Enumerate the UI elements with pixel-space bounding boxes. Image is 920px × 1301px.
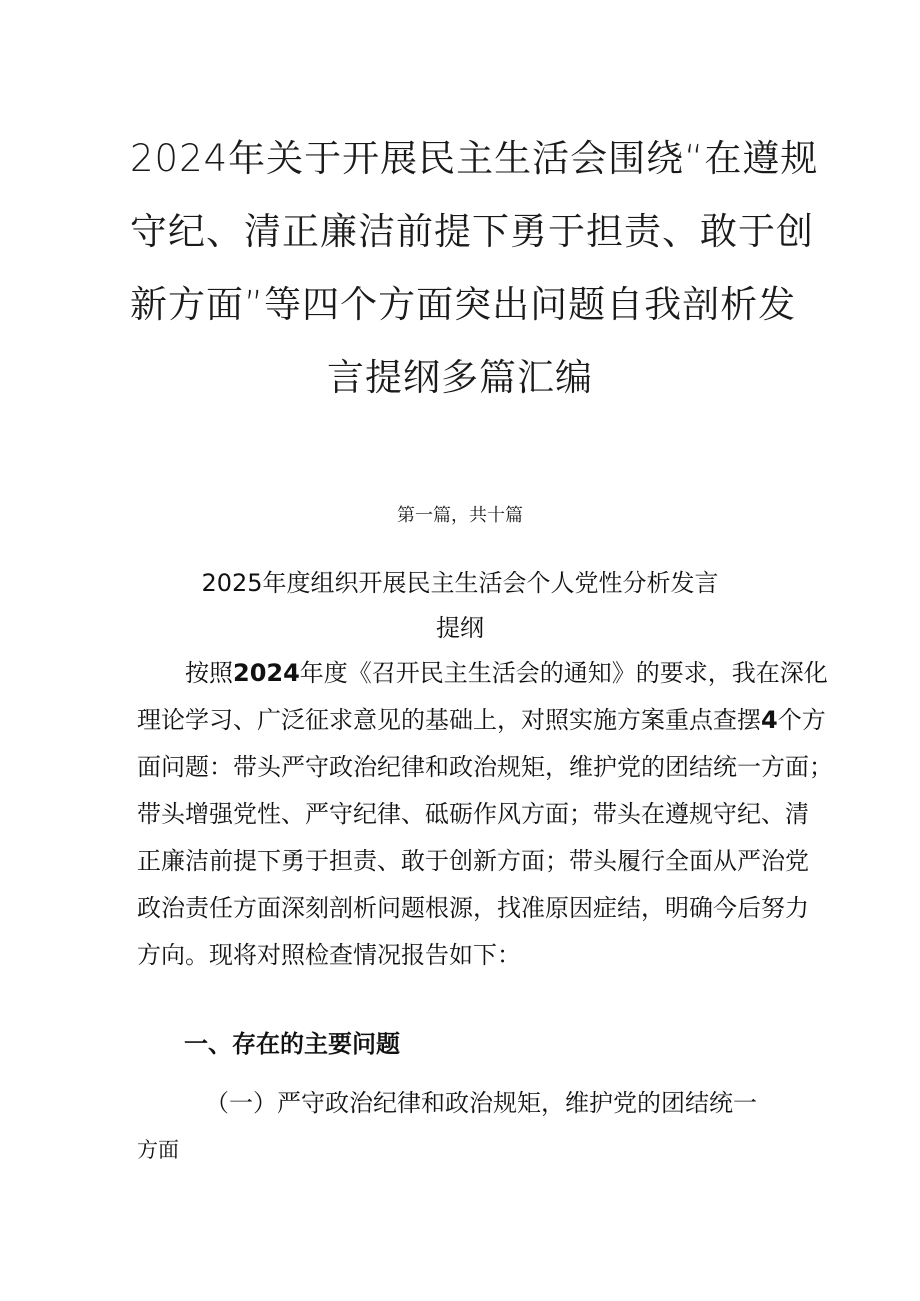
body-line-2-post: 个方 — [777, 706, 826, 734]
body-line-6: 政治责任方面深刻剖析问题根源，找准原因症结，明确今后努力 — [137, 894, 809, 922]
main-title — [130, 122, 819, 414]
sub-heading-line-1: （一）严守政治纪律和政治规矩，维护党的团结统一 — [205, 1089, 757, 1117]
section-heading: 一、存在的主要问题 — [184, 1030, 400, 1058]
body-line-2-pre: 理论学习、广泛征求意见的基础上，对照实施方案重点查摆 — [137, 706, 761, 734]
body-paragraph — [137, 650, 833, 979]
body-line-1-year: 2024 — [233, 659, 300, 687]
body-line-2-count: 4 — [761, 706, 778, 734]
body-line-1 — [137, 650, 828, 697]
main-title-line-3: 新方面”等四个方面突出问题自我剖析发 — [130, 283, 797, 326]
body-line-2 — [137, 697, 826, 744]
sub-title — [160, 561, 760, 651]
part-label: 第一篇，共十篇 — [397, 505, 523, 526]
body-line-1-post: 年度《召开民主生活会的通知》的要求，我在深化 — [299, 659, 828, 687]
main-title-line-2: 守纪、清正廉洁前提下勇于担责、敢于创 — [130, 210, 814, 253]
body-line-4: 带头增强党性、严守纪律、砥砺作风方面；带头在遵规守纪、清 — [137, 800, 809, 828]
body-line-3: 面问题：带头严守政治纪律和政治规矩，维护党的团结统一方面； — [137, 753, 833, 781]
sub-title-line-1: 2025年度组织开展民主生活会个人党性分析发言 — [201, 569, 719, 597]
sub-heading — [137, 1080, 817, 1174]
body-line-7: 方向。现将对照检查情况报告如下： — [137, 941, 521, 969]
sub-title-line-2: 提纲 — [436, 614, 484, 642]
main-title-line-1: 2024年关于开展民主生活会围绕“在遵规 — [130, 137, 819, 180]
main-title-line-4: 言提纲多篇汇编 — [327, 356, 593, 399]
body-line-1-pre: 按照 — [185, 659, 233, 687]
sub-heading-line-2: 方面 — [137, 1138, 179, 1162]
body-line-5: 正廉洁前提下勇于担责、敢于创新方面；带头履行全面从严治党 — [137, 847, 809, 875]
